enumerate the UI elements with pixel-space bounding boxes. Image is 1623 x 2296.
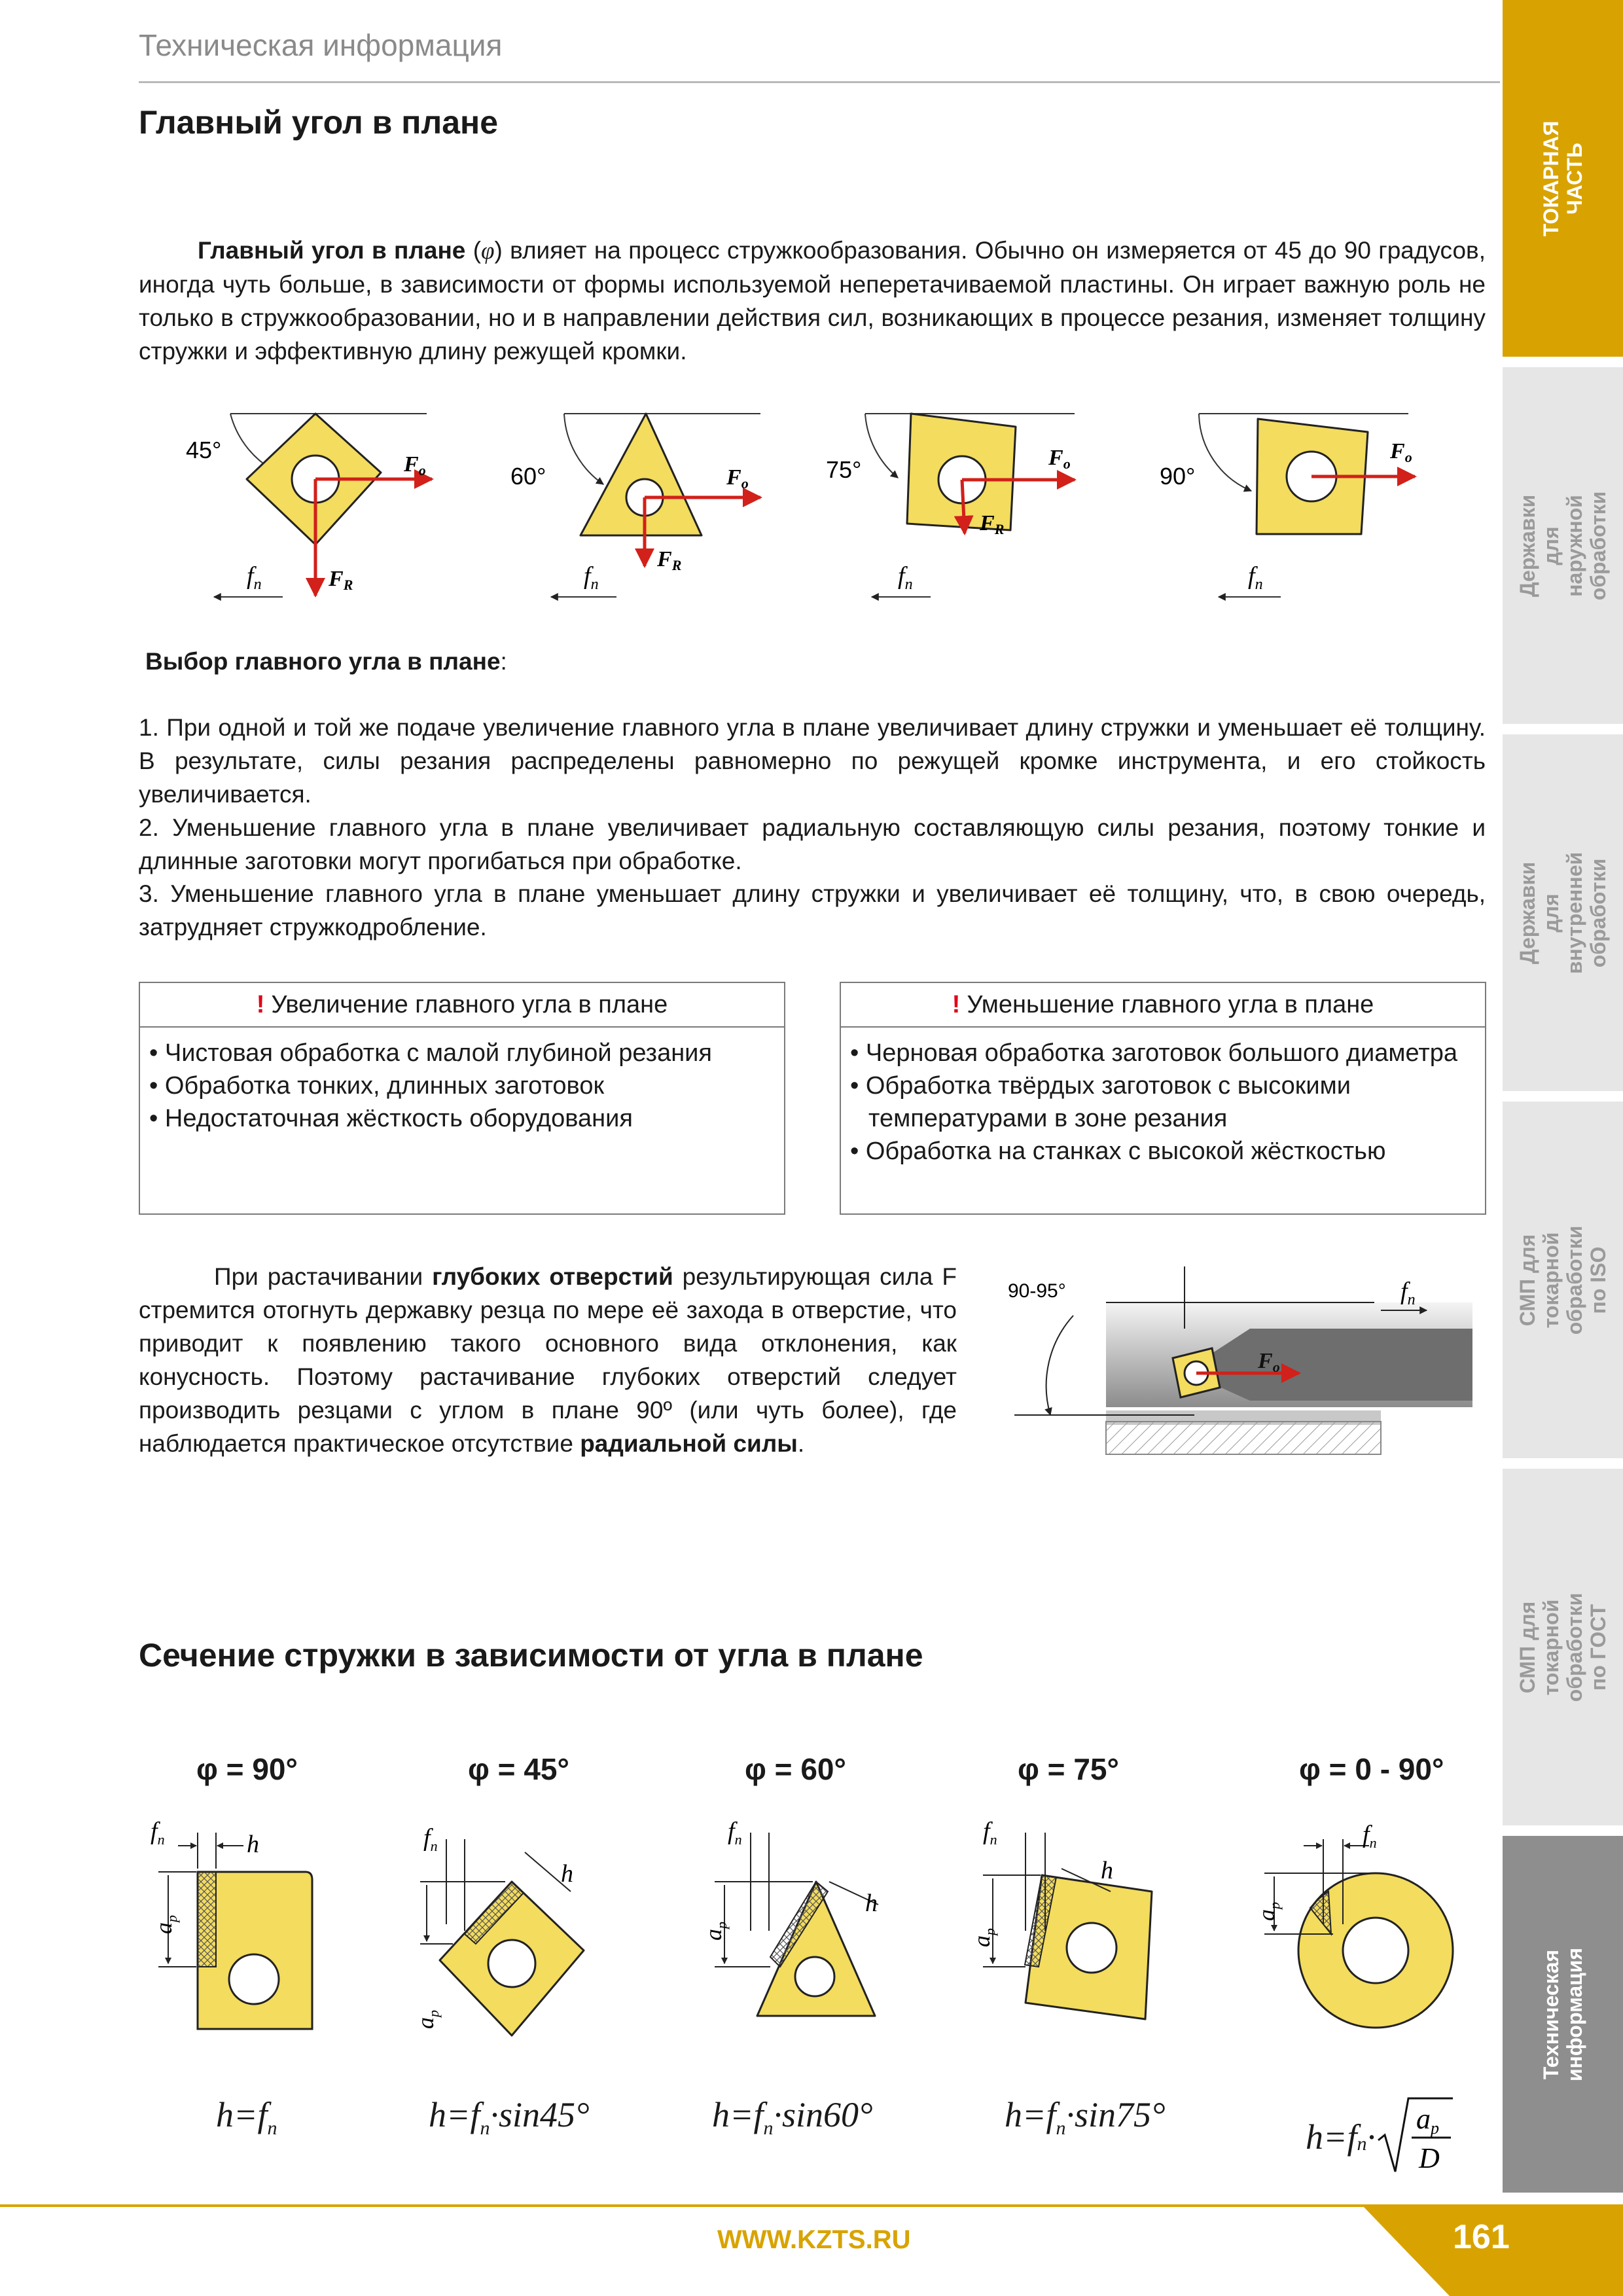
svg-text:fn: $f_n$ <box>728 1820 742 1848</box>
page-number: 161 <box>1453 2218 1510 2256</box>
formula-90: $h=f_n$ <box>216 2095 277 2139</box>
chip-section-0-90 <box>1253 1821 1453 2028</box>
svg-text:h: h <box>561 1860 573 1888</box>
svg-text:75°: 75° <box>826 456 862 483</box>
svg-text:h: h <box>247 1831 259 1858</box>
chip-section-diagrams <box>139 1820 1500 2068</box>
sidebar-tab-inserts-gost[interactable] <box>1503 1469 1623 1825</box>
intro-phi: φ <box>481 238 495 264</box>
svg-text:Fo: Fo <box>404 452 426 478</box>
svg-text:D: D <box>1418 2142 1440 2174</box>
list-item: • Чистовая обработка с малой глубиной резания <box>149 1039 712 1067</box>
list-item: • Обработка на станках с высокой жёсткостью <box>850 1138 1386 1165</box>
list-item: • Обработка твёрдых заготовок с высокими температурами в зоне резания <box>850 1072 1351 1132</box>
svg-text:fn: $f_n$ <box>584 562 599 593</box>
list-item: • Недостаточная жёсткость оборудования <box>149 1105 633 1132</box>
boring-paragraph: При растачивании глубоких отверстий результирующая сила F стремится отогнуть державку резца по мере её захода в отверстие, что приводит к появлению такого основного вида отклонения, как конусность. Поэтому растачивание глубоких отверстий следует производить резцами с углом в плане 90º (или чуть более), где наблюдается практическое отсутствие радиальной силы. <box>139 1263 957 1457</box>
svg-text:60°: 60° <box>510 463 546 490</box>
svg-text:Fo: Fo <box>1390 439 1412 465</box>
svg-text:fn: $f_n$ <box>1248 562 1263 593</box>
phi-label-60: φ = 60° <box>745 1752 846 1786</box>
svg-text:FR: FR <box>657 547 682 573</box>
chip-section-75 <box>969 1820 1152 2019</box>
insert-75-diagram <box>826 414 1075 597</box>
svg-text:h: h <box>865 1890 878 1917</box>
sidebar-tab-external-holders[interactable] <box>1503 367 1623 724</box>
svg-text:fn: $f_n$ <box>423 1824 438 1854</box>
svg-text:Fo: Fo <box>1048 446 1071 472</box>
sidebar-tab-tech-info[interactable] <box>1503 1836 1623 2193</box>
chip-section-45 <box>412 1824 584 2036</box>
sidebar-tab-label: Державки для наружной обработки <box>1516 491 1610 600</box>
warning-icon: ! <box>256 990 265 1018</box>
intro-text: влияет на процесс стружкообразования. Обычно он измеряется от 45 до 90 градусов, иногда чуть больше, в зависимости от формы используемой неперетачиваемой пластины. Он играет важную роль не только в стружкообразовании, но и в направлении действия сил, возникающих в процессе резания, изменяет толщину стружки и эффективную длину режущей кромки. <box>139 237 1486 365</box>
intro-paragraph: Главный угол в плане (φ) влияет на процесс стружкообразования. Обычно он измеряется от 45 до 90 градусов, иногда чуть больше, в зависимости от формы используемой неперетачиваемой пластины. Он играет важную роль не только в стружкообразовании, но и в направлении действия сил, возникающих в процессе резания, изменяет толщину стружки и эффективную длину режущей кромки. <box>139 237 1486 365</box>
svg-text:FR: FR <box>980 511 1005 537</box>
insert-60-diagram <box>510 414 760 597</box>
angle-45-label: 45° <box>186 437 222 463</box>
sidebar-tab-turning[interactable] <box>1503 0 1623 357</box>
svg-text:ap: $a_p$ <box>151 1915 180 1934</box>
phi-label-90: φ = 90° <box>196 1752 298 1786</box>
svg-text:ap: $a_p$ <box>700 1922 730 1941</box>
sidebar-tab-label: Державки для внутренней обработки <box>1516 852 1611 974</box>
increase-angle-box-header <box>140 983 784 1028</box>
selection-item-3: 3. Уменьшение главного угла в плане уменьшает длину стружки и увеличивает её толщину, что, в свою очередь, затрудняет стружкодробление. <box>139 880 1486 941</box>
cutting-angle-diagrams <box>139 399 1500 615</box>
increase-angle-box <box>139 982 785 1215</box>
svg-text:h: h <box>1101 1857 1113 1884</box>
svg-text:fn: $f_n$ <box>1363 1821 1377 1851</box>
insert-45-diagram <box>186 414 432 597</box>
footer-divider <box>0 2204 1503 2207</box>
section-title: Главный угол в плане <box>139 104 499 141</box>
svg-text:FR: FR <box>329 567 353 593</box>
svg-text:fn: $f_n$ <box>151 1820 165 1848</box>
selection-item-2: 2. Уменьшение главного угла в плане увеличивает радиальную составляющую силы резания, поэтому тонкие и длинные заготовки могут прогибаться при обработке. <box>139 814 1486 874</box>
decrease-angle-box-header <box>841 983 1485 1028</box>
formula-60: $h=f_n\cdot\sin 60^\circ$ <box>712 2095 873 2139</box>
svg-text:fn: $f_n$ <box>247 562 262 593</box>
chip-section-title: Сечение стружки в зависимости от угла в плане <box>139 1637 923 1674</box>
sidebar-tab-label: ТОКАРНАЯ ЧАСТЬ <box>1539 120 1586 236</box>
header-divider <box>139 81 1500 83</box>
warning-icon: ! <box>952 990 961 1018</box>
footer-url[interactable]: WWW.KZTS.RU <box>717 2225 911 2254</box>
list-item: • Черновая обработка заготовок большого диаметра <box>850 1039 1458 1067</box>
boring-angle-label: 90-95° <box>1008 1280 1066 1302</box>
chip-section-90 <box>151 1820 312 2029</box>
insert-90-diagram <box>1160 414 1415 597</box>
formula-0-90: h=f $_n$ · ap D <box>1306 2094 1454 2179</box>
sidebar-tab-label: СМП для токарной обработки по ГОСТ <box>1516 1592 1610 1702</box>
phi-label-45: φ = 45° <box>468 1752 569 1786</box>
header-title: Техническая информация <box>139 28 503 62</box>
svg-text:fn: $f_n$ <box>1400 1278 1416 1308</box>
svg-text:Fo: Fo <box>726 465 749 492</box>
svg-text:ap: $a_p$ <box>1253 1902 1283 1921</box>
list-item: • Обработка тонких, длинных заготовок <box>149 1072 605 1100</box>
phi-label-75: φ = 75° <box>1018 1752 1119 1786</box>
svg-text:ap: $a_p$ <box>969 1928 998 1947</box>
phi-label-0-90: φ = 0 - 90° <box>1299 1752 1444 1786</box>
svg-text:Fo: Fo <box>1258 1349 1280 1375</box>
svg-text:fn: $f_n$ <box>983 1820 997 1848</box>
selection-heading: Выбор главного угла в плане: <box>145 648 507 675</box>
boring-bar-diagram <box>1001 1263 1472 1473</box>
svg-text:ap: $a_p$ <box>412 2010 442 2029</box>
chip-section-60 <box>700 1820 878 2016</box>
svg-text:90°: 90° <box>1160 463 1196 490</box>
svg-text:fn: $f_n$ <box>898 562 913 593</box>
svg-text:ap: ap <box>1416 2103 1439 2138</box>
sqrt-fraction <box>1376 2094 1454 2179</box>
formula-45: $h=f_n\cdot\sin 45^\circ$ <box>429 2095 590 2139</box>
increase-angle-box-title: Увеличение главного угла в плане <box>271 990 668 1018</box>
decrease-angle-box-title: Уменьшение главного угла в плане <box>967 990 1374 1018</box>
selection-item-1: 1. При одной и той же подаче увеличение главного угла в плане увеличивает длину стружки и уменьшает её толщину. В результате, силы резания распределены равномерно по режущей кромке инструмента, и его стойкость увеличивается. <box>139 714 1486 808</box>
decrease-angle-box <box>840 982 1486 1215</box>
intro-bold: Главный угол в плане <box>198 237 466 264</box>
sidebar-tab-inserts-iso[interactable] <box>1503 1102 1623 1458</box>
sidebar-tab-label: СМП для токарной обработки по ISO <box>1516 1225 1610 1335</box>
sidebar-tab-internal-holders[interactable] <box>1503 734 1623 1091</box>
formula-75: $h=f_n\cdot\sin 75^\circ$ <box>1005 2095 1166 2139</box>
sidebar-tab-label: Техническая информация <box>1539 1947 1586 2081</box>
